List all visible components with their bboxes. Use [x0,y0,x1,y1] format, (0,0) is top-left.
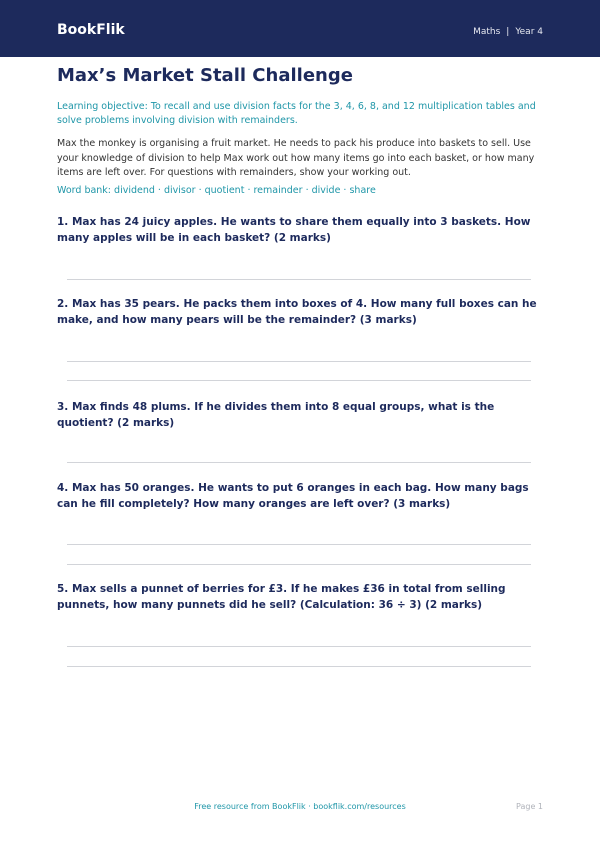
subject-year-label [473,27,543,37]
answer-line[interactable] [67,380,531,381]
page-title: Max’s Market Stall Challenge [57,65,353,86]
question-2: 2. Max has 35 pears. He packs them into boxes of 4. How many full boxes can he make, and how many pears will be the remainder? (3 marks) [57,298,537,326]
intro-text: Max the monkey is organising a fruit market. He needs to pack his produce into baskets to sell. Use your knowledge of division to help Max work out how many items go into each basket, or how many items are left over. For questions with remainders, show your working out. [57,138,535,178]
answer-line[interactable] [67,666,531,667]
separator: | [506,27,510,37]
page-number: Page 1 [516,802,543,811]
question-4: 4. Max has 50 oranges. He wants to put 6 oranges in each bag. How many bags can he fill completely? How many oranges are left over? (3 marks) [57,482,529,510]
answer-line[interactable] [67,544,531,545]
answer-line[interactable] [67,462,531,463]
learning-objective: Learning objective: To recall and use division facts for the 3, 4, 6, 8, and 12 multiplication tables and solve problems involving division with remainders. [57,101,536,126]
question-3: 3. Max finds 48 plums. If he divides them into 8 equal groups, what is the quotient? (2 marks) [57,401,495,429]
answer-line[interactable] [67,361,531,362]
word-bank: Word bank: dividend · divisor · quotient · remainder · divide · share [57,185,376,196]
page-header [0,0,600,57]
subject-label: Maths [473,27,501,37]
answer-line[interactable] [67,564,531,565]
brand-logo[interactable]: BookFlik [57,22,125,38]
question-5: 5. Max sells a punnet of berries for £3. If he makes £36 in total from selling punnets, how many punnets did he sell? (Calculation: 36 ÷ 3) (2 marks) [57,583,506,611]
answer-line[interactable] [67,646,531,647]
year-label: Year 4 [515,27,543,37]
question-1: 1. Max has 24 juicy apples. He wants to share them equally into 3 baskets. How many apples will be in each basket? (2 marks) [57,216,531,244]
answer-line[interactable] [67,279,531,280]
footer-link[interactable]: Free resource from BookFlik · bookflik.com/resources [194,802,406,811]
